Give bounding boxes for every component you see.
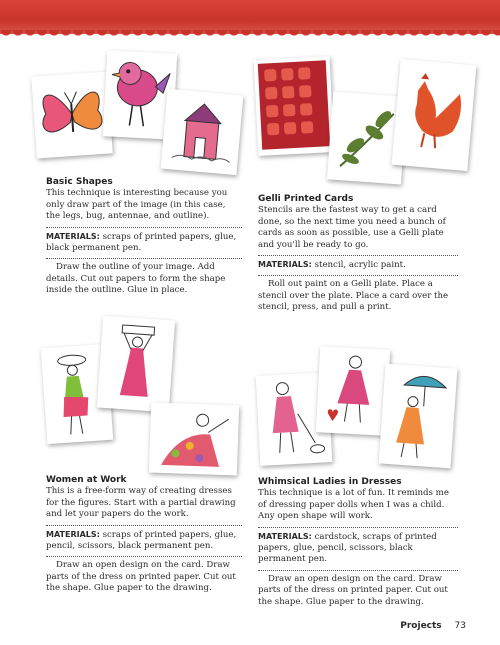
house-card [161, 89, 244, 175]
divider [46, 556, 242, 557]
divider [258, 255, 458, 256]
footer-section-name: Projects [400, 621, 442, 631]
section-title: Basic Shapes [46, 177, 113, 187]
materials-line [46, 231, 242, 255]
women-at-work-section [46, 475, 242, 595]
lady-umbrella-card [379, 364, 458, 469]
materials-label: MATERIALS: [258, 531, 312, 541]
basic-shapes-section [46, 177, 242, 297]
rooster-card [392, 59, 477, 171]
materials-line [258, 259, 458, 271]
woman-flowers-card [149, 402, 239, 475]
section-title: Whimsical Ladies in Dresses [258, 477, 402, 487]
decorative-banner [0, 0, 500, 34]
divider [46, 525, 242, 526]
materials-label: MATERIALS: [46, 529, 100, 539]
section-title: Women at Work [46, 475, 127, 485]
divider [258, 275, 458, 276]
steps-text: Draw an open design on the card. Draw parts of the dress on printed paper. Cut out the shape. Glue paper to the drawing. [258, 573, 448, 607]
section-intro: This technique is a lot of fun. It reminds me of dressing paper dolls when I was a child. Any open shape will work. [258, 488, 449, 522]
section-intro: This is a free-form way of creating dresses for the figures. Start with a partial drawing and let your papers do the work. [46, 486, 236, 520]
steps-text: Draw an open design on the card. Draw parts of the dress on printed paper. Cut out the shape. Glue paper to the drawing. [46, 560, 236, 594]
stencil-grid-card [254, 56, 335, 156]
page-number: 73 [454, 621, 466, 631]
divider [46, 227, 242, 228]
lady-heart-card [316, 346, 390, 436]
materials-line [258, 531, 458, 566]
materials-text: scraps of printed papers, glue, black permanent pen. [46, 231, 237, 254]
section-intro: This technique is interesting because you only draw part of the image (in this case, the legs, bug, antennae, and outline). [46, 188, 228, 222]
gelli-cards-section [258, 194, 458, 314]
materials-text: cardstock, scraps of printed papers, glue, pencil, scissors, black permanent pen. [258, 531, 437, 565]
materials-text: scraps of printed papers, glue, pencil, scissors, black permanent pen. [46, 529, 237, 552]
materials-text: stencil, acrylic paint. [314, 260, 406, 271]
section-intro: Stencils are the fastest way to get a card done, so the next time you need a bunch of cards as soon as possible, use a Gelli plate and you'll be ready to go. [258, 205, 446, 250]
whimsical-ladies-section [258, 477, 458, 608]
divider [258, 570, 458, 571]
materials-label: MATERIALS: [46, 231, 100, 241]
butterfly-card [31, 71, 113, 158]
steps-text: Roll out paint on a Gelli plate. Place a stencil over the plate. Place a card over the stencil, press, and pull a print. [258, 279, 449, 313]
section-title: Gelli Printed Cards [258, 194, 354, 204]
divider [46, 258, 242, 259]
divider [258, 527, 458, 528]
steps-text: Draw the outline of your image. Add details. Cut out papers to form the shape inside the outline. Glue in place. [46, 262, 226, 296]
materials-label: MATERIALS: [258, 260, 312, 270]
woman-carrying-card [97, 316, 175, 413]
materials-line [46, 529, 242, 553]
page-footer [400, 621, 466, 631]
